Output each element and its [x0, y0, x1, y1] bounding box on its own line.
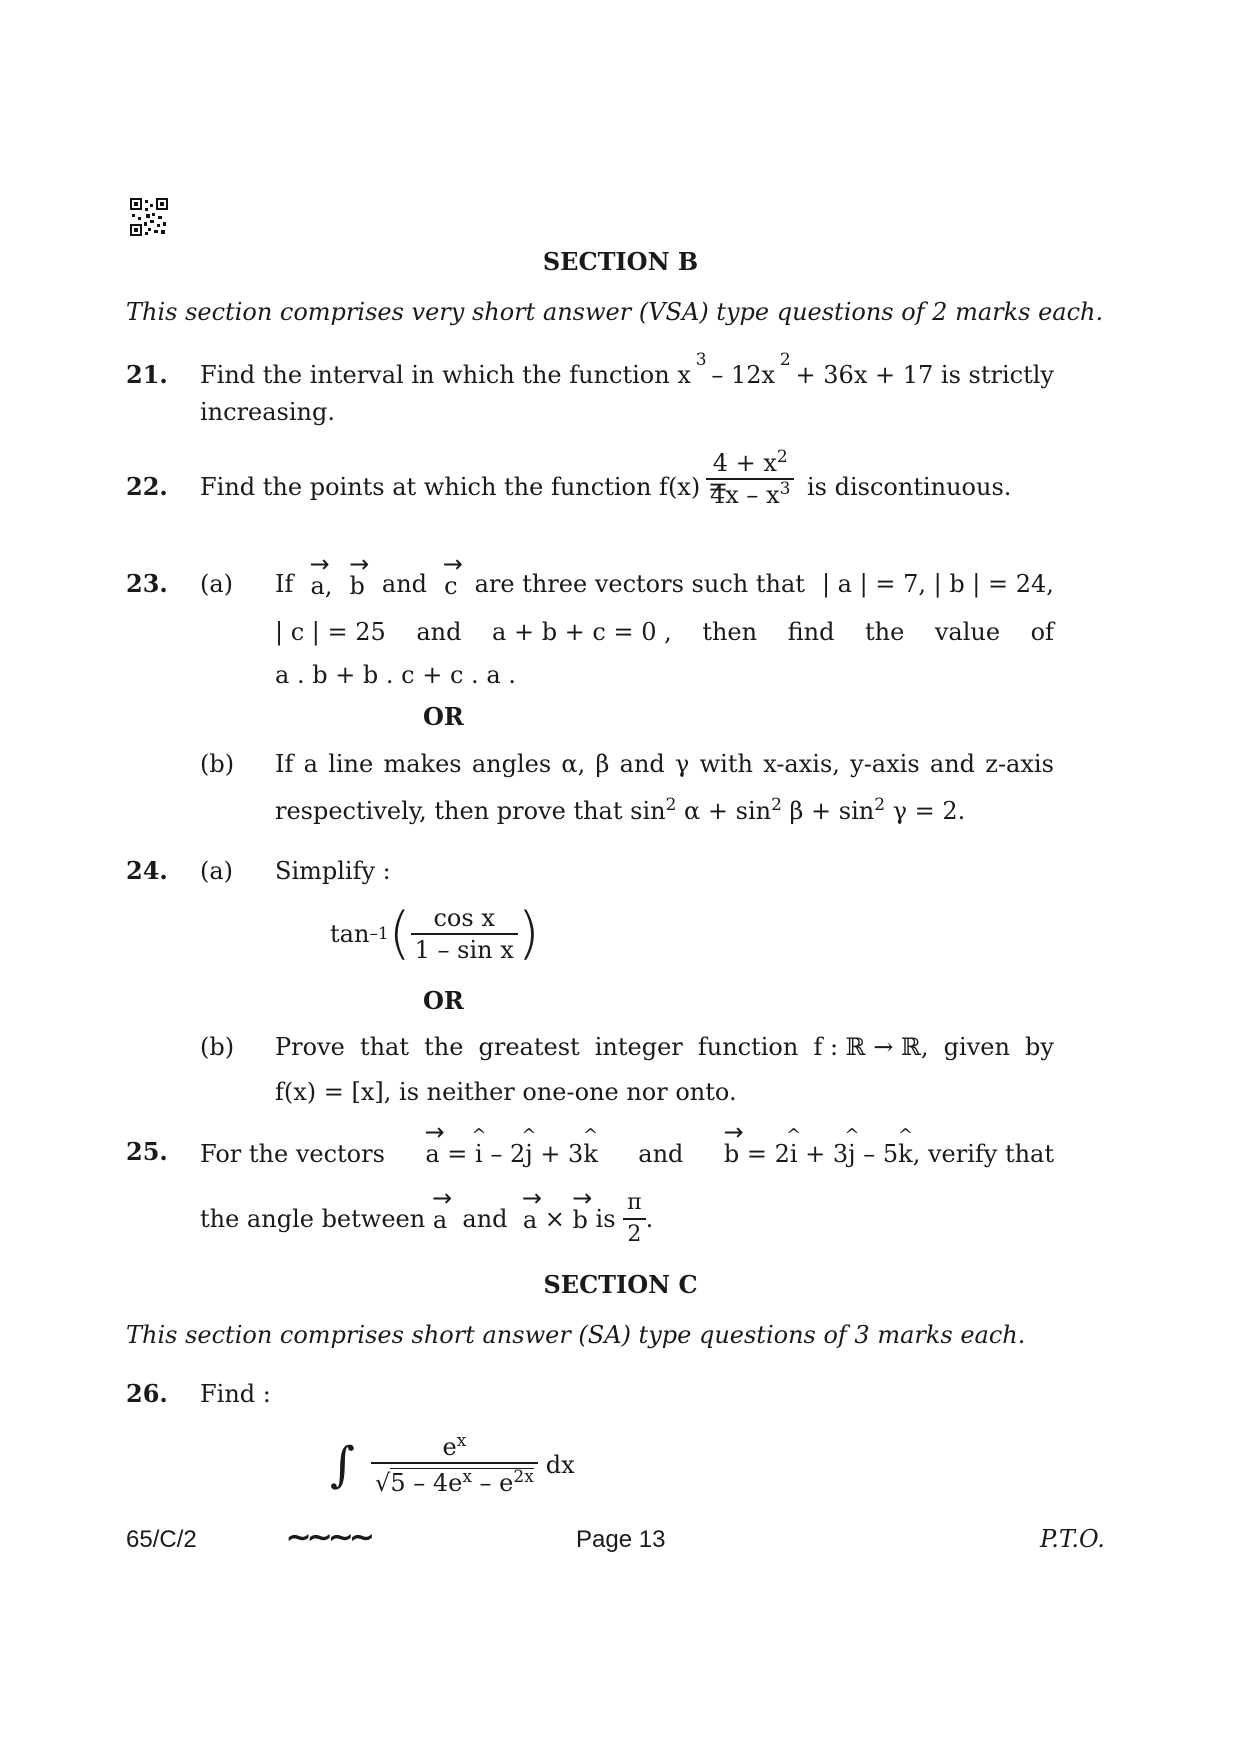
question-24b-line2: f(x) = [x], is neither one-one nor onto.: [275, 1078, 737, 1106]
question-23b-label: (b): [200, 750, 235, 778]
question-number: 23.: [126, 569, 168, 598]
question-23a-line3: a . b + b . c + c . a .: [275, 661, 516, 689]
question-number: 22.: [126, 472, 168, 501]
section-b-description: This section comprises very short answer (VSA) type questions of 2 marks each.: [126, 298, 1104, 326]
question-26-text: Find :: [200, 1380, 271, 1408]
question-23b-line2: respectively, then prove that $\sin^2 \alpha + \sin^2 \beta + \sin^2 \gamma = 2$.: [275, 795, 966, 825]
question-number: 21.: [126, 360, 168, 389]
question-24a-expression: tan –1 ( $\frac{\text{cos x}}{\text{1 – sin x}}$ ): [330, 901, 540, 966]
section-c-description: This section comprises short answer (SA) type questions of 3 marks each.: [126, 1321, 1026, 1349]
squiggle-decoration: ∼∼∼∼: [286, 1521, 371, 1554]
paper-code: 65/C/2: [126, 1526, 197, 1553]
question-22-text: Find the points at which the function f(x) =: [200, 473, 728, 501]
question-24a-text: Simplify :: [275, 857, 391, 885]
question-number: 26.: [126, 1379, 168, 1408]
question-number: 25.: [126, 1137, 168, 1166]
question-24b-line1: Prove that the greatest integer function f : ℝ → ℝ, given by: [275, 1033, 1054, 1061]
or-separator: OR: [423, 702, 464, 731]
question-23b-line1: If a line makes angles α, β and γ with x-axis, y-axis and z-axis: [275, 750, 1054, 778]
qr-code-icon: [130, 198, 168, 236]
section-b-title: SECTION B: [542, 247, 699, 276]
section-c-title: SECTION C: [543, 1270, 698, 1299]
question-22-suffix: is discontinuous.: [807, 473, 1012, 501]
question-25-line2: the angle between → a and → a × → b is $\frac{\pi}{2}$ .: [200, 1188, 653, 1250]
question-24a-label: (a): [200, 857, 234, 885]
question-22-fraction: $\frac{4 + x^2}{4x - x^3}$: [706, 448, 794, 510]
question-number: 24.: [126, 856, 168, 885]
question-23a-label: (a): [200, 570, 234, 598]
or-separator: OR: [423, 986, 464, 1015]
question-21-line1: Find the interval in which the function x 3 – 12x 2 + 36x + 17 is strictly: [200, 350, 1054, 389]
question-24b-label: (b): [200, 1033, 235, 1061]
question-23a-line2: | c | = 25 and a + b + c = 0 , then find the value of: [275, 618, 1054, 646]
page-number: Page 13: [576, 1526, 666, 1553]
question-23a-line1: If → a, → b and → c are three vectors such that | a | = 7, | b | = 24,: [275, 569, 1054, 601]
pto-label: P.T.O.: [1040, 1525, 1105, 1553]
question-26-integral: ∫ $\frac{e^x}{√5 - 4e^x - e^{2x}}$ dx: [330, 1431, 575, 1497]
question-21-line2: increasing.: [200, 398, 335, 426]
question-25-line1: For the vectors → a = ^ i – 2^ j + 3^ k and → b = 2^ i + 3^ j – 5^ k, verify that: [200, 1137, 1054, 1169]
